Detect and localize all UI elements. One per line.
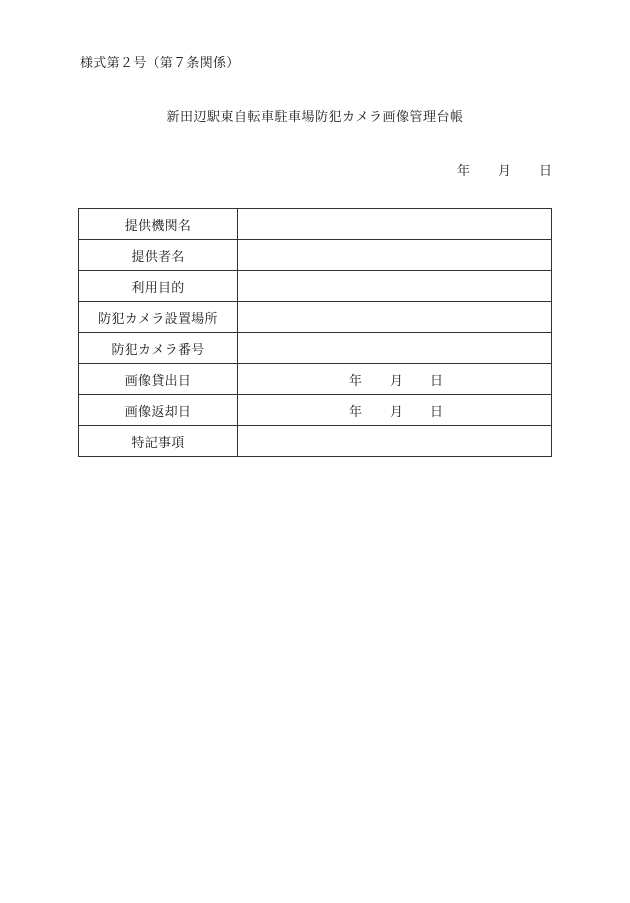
camera-location-label: 防犯カメラ設置場所 <box>79 302 238 333</box>
date-day-label: 日 <box>539 164 553 179</box>
row-provider-organization <box>79 209 552 240</box>
lending-date-label: 画像貸出日 <box>79 364 238 395</box>
provider-name-label: 提供者名 <box>79 240 238 271</box>
row-provider-name <box>79 240 552 271</box>
remarks-label: 特記事項 <box>79 426 238 457</box>
purpose-label: 利用目的 <box>79 271 238 302</box>
purpose-field[interactable] <box>238 271 552 302</box>
provider-organization-field[interactable] <box>238 209 552 240</box>
row-purpose <box>79 271 552 302</box>
return-date-label: 画像返却日 <box>79 395 238 426</box>
provider-name-field[interactable] <box>238 240 552 271</box>
return-date-field[interactable] <box>238 395 552 426</box>
row-lending-date <box>79 364 552 395</box>
date-year-label: 年 <box>457 164 471 179</box>
camera-location-field[interactable] <box>238 302 552 333</box>
return-month-label: 月 <box>390 405 404 420</box>
lending-month-label: 月 <box>390 374 404 389</box>
return-day-label: 日 <box>430 405 444 420</box>
lending-day-label: 日 <box>430 374 444 389</box>
return-year-label: 年 <box>349 405 363 420</box>
lending-year-label: 年 <box>349 374 363 389</box>
document-date <box>450 160 552 178</box>
camera-number-field[interactable] <box>238 333 552 364</box>
form-number: 様式第２号（第７条関係） <box>80 56 240 71</box>
row-remarks <box>79 426 552 457</box>
lending-date-field[interactable] <box>238 364 552 395</box>
row-return-date <box>79 395 552 426</box>
remarks-field[interactable] <box>238 426 552 457</box>
ledger-table <box>78 208 552 457</box>
date-month-label: 月 <box>498 164 512 179</box>
camera-number-label: 防犯カメラ番号 <box>79 333 238 364</box>
row-camera-number <box>79 333 552 364</box>
row-camera-location <box>79 302 552 333</box>
provider-organization-label: 提供機関名 <box>79 209 238 240</box>
document-title: 新田辺駅東自転車駐車場防犯カメラ画像管理台帳 <box>166 110 464 125</box>
